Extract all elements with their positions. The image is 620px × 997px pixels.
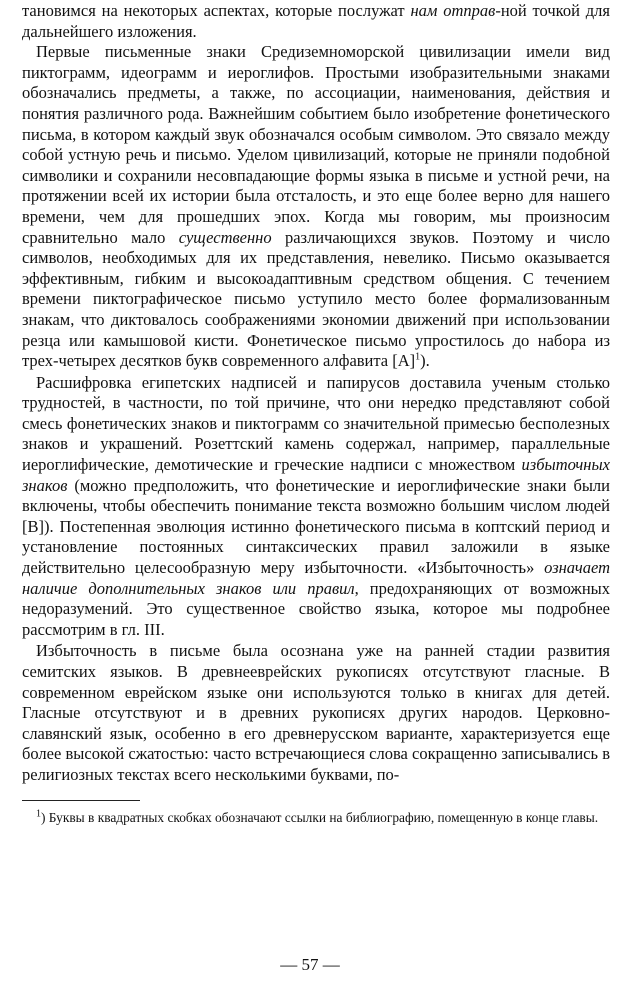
- footnote-divider: [22, 800, 140, 801]
- text-run: Расшифровка египетских надписей и папирусов доставила ученым столько трудностей, в частности, по той причине, что они нередко представляют собой смесь фонетических знаков и пиктограмм со значительной примесью бесполезных знаков и украшений. Розеттский камень содержал, например, параллельные иероглифические, демотические и греческие надписи с множеством: [22, 372, 610, 475]
- footnote-marker: 1: [36, 808, 41, 820]
- footnote-marker: 1: [415, 351, 421, 363]
- text-run: ной точкой для дальнейшего изложения.: [22, 1, 610, 41]
- footnote-text: ) Буквы в квадратных скобках обозначают ссылки на библиографию, помещенную в конце главы.: [41, 809, 599, 825]
- emphasis: означает наличие дополнительных знаков или правил: [22, 558, 610, 598]
- emphasis: избыточных знаков: [22, 455, 610, 495]
- page-number: — 57 —: [280, 955, 340, 974]
- text-run: различающихся звуков. Поэтому и число символов, необходимых для их представления, невелико. Письмо оказывается эффективным, гибким и высокоадаптивным средством общения. С течением времени пиктографическое письмо уступило место более формализованным знакам, что диктовалось соображениями экономии движений при использовании резца или камышовой кисти. Фонетическое письмо упростилось до набора из трех-четырех десятков букв современного алфавита [A]: [22, 227, 610, 371]
- text-run-italic: нам отправ-: [410, 1, 501, 20]
- footnote: [22, 809, 610, 826]
- continuation-line: [22, 0, 610, 42]
- text-run: тановимся на некоторых аспектах, которые послужат: [22, 1, 411, 20]
- paragraph-1: [22, 42, 610, 372]
- paragraph-3: Избыточность в письме была осознана уже на ранней стадии развития семитских языков. В древнееврейских рукописях отсутствуют гласные. В современном еврейском языке они используются только в книгах для детей. Гласные отсутствуют и в древних рукописях других народов. Церковно-славянский язык, особенно в его древнерусском варианте, характеризуется еще более высокой сжатостью: часто встречающиеся слова сокращенно записывались в религиозных текстах всего несколькими буквами, по-: [22, 641, 610, 784]
- text-run: , предохраняющих от возможных недоразумений. Это существенное свойство языка, которое мы подробнее рассмотрим в гл. III.: [22, 578, 610, 639]
- emphasis: существенно: [178, 227, 272, 247]
- text-run: (можно предположить, что фонетические и иероглифические знаки были включены, чтобы обеспечить понимание текста возможно большим числом людей [B]). Постепенная эволюция истинно фонетического письма в коптский период и установление постоянных синтаксических правил заложили в языке действительно целесообразную меру избыточности. «Избыточность»: [22, 475, 610, 578]
- text-run: ).: [420, 351, 430, 371]
- text-run: Первые письменные знаки Средиземноморской цивилизации имели вид пиктограмм, идеограмм и иероглифов. Простыми изобразительными знаками обозначались предметы, а также, по ассоциации, наименования, действия и понятия различного рода. Важнейшим событием было изобретение фонетического письма, в котором каждый звук обозначался особым символом. Это связало между собой устную речь и письмо. Уделом цивилизаций, которые не приняли подобной символики и сохранили несовпадающие формы языка в письме и устной речи, на протяжении всей их истории была отсталость, и это еще более верно для нашего времени, чем для прошедших эпох. Когда мы говорим, мы произносим сравнительно мало: [22, 42, 610, 247]
- paragraph-2: [22, 373, 610, 641]
